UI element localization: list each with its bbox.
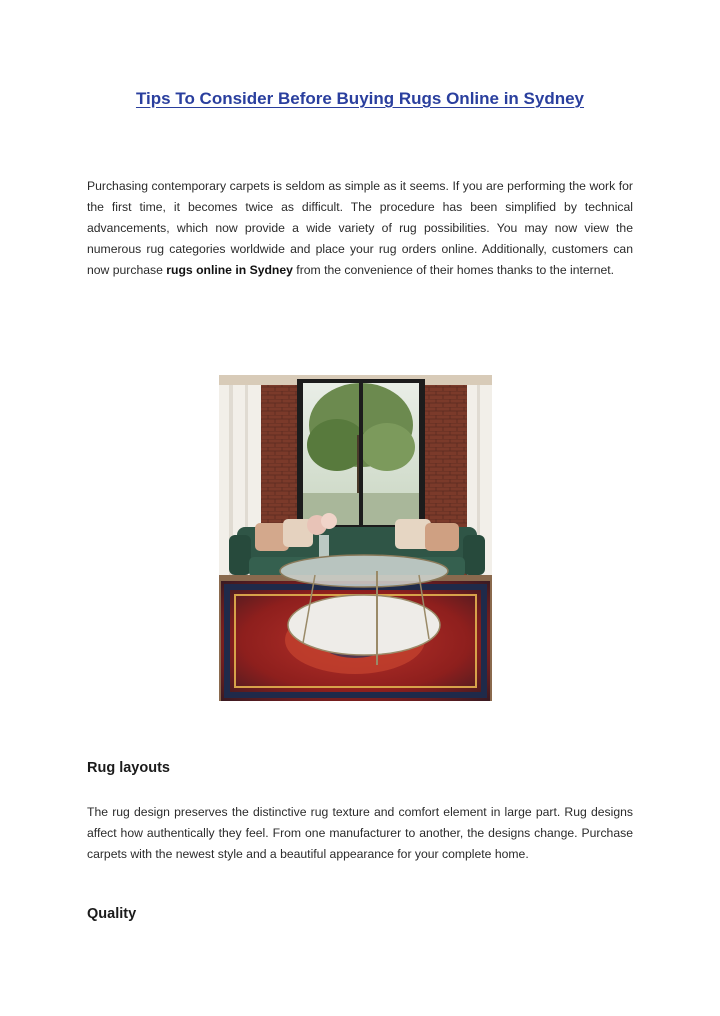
section-heading-quality: Quality [87,906,137,922]
section-body-rug-layouts: The rug design preserves the distinctive rug texture and comfort element in large part. Rug designs affect how authentically they feel. From one manufacturer to another, the designs change. Purchase carpets with the newest style and a beautiful appearance for your complete home. [87,805,633,861]
section-heading-rug-layouts: Rug layouts [87,760,170,776]
intro-keyword: rugs online in Sydney [166,263,293,277]
intro-text-start: Purchasing contemporary carpets is seldom as simple as it seems. If you are performing the work for the first time, it becomes twice as difficult. The procedure has been simplified by technical advancements, which now provide a wide variety of rug possibilities. You may now view the numerous rug categories worldwide and place your rug orders online. Additionally, customers can now purchase [87,179,633,277]
living-room-rug-photo [219,375,492,701]
intro-text-end: from the convenience of their homes thanks to the internet. [292,263,615,277]
document-title: Tips To Consider Before Buying Rugs Online in Sydney [135,89,585,108]
intro-paragraph [87,176,633,281]
